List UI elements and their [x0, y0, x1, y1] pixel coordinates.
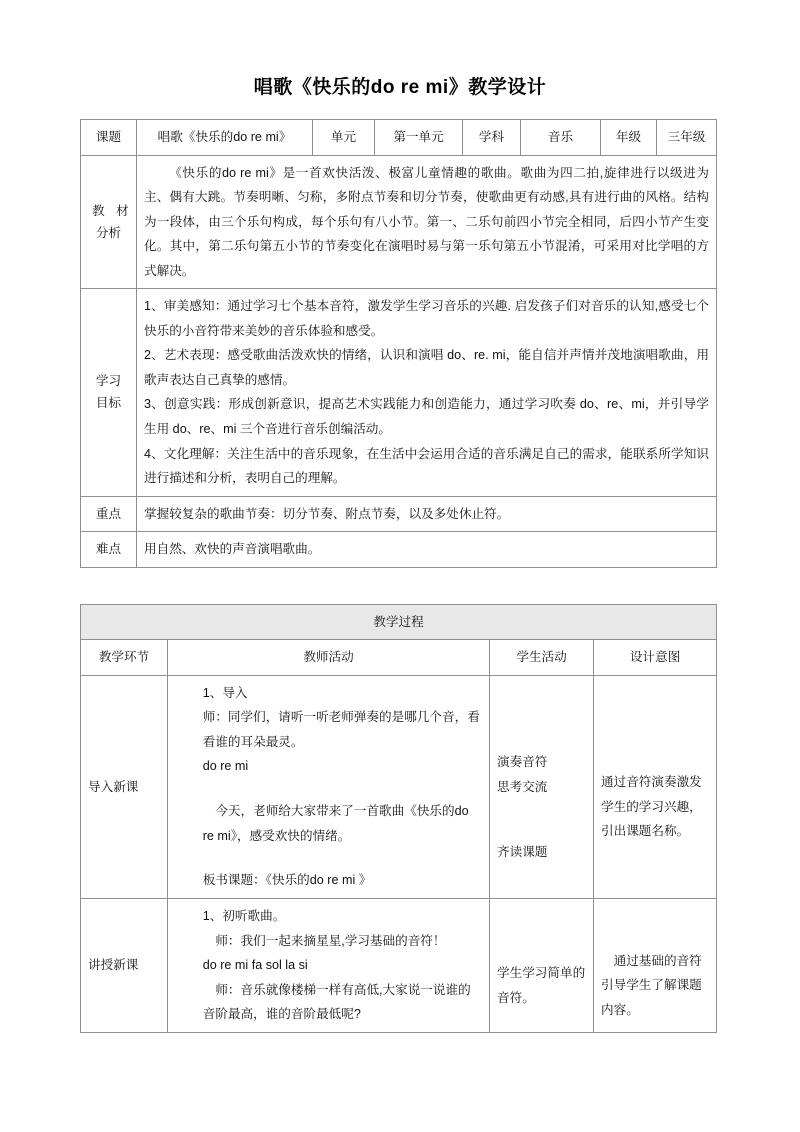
- student-line: 学生学习简单的音符。: [497, 965, 586, 1005]
- spacer-line: [601, 929, 709, 949]
- value-unit: 第一单元: [375, 120, 463, 156]
- label-material-analysis-line1: 教 材: [92, 203, 133, 218]
- value-grade: 三年级: [657, 120, 717, 156]
- page-title: 唱歌《快乐的do re mi》教学设计: [253, 77, 547, 98]
- objectives-list: [137, 289, 717, 496]
- objective-item: 3、创意实践：形成创新意识，提高艺术实践能力和创造能力，通过学习吹奏 do、re、mi，并引导学生用 do、re、mi 三个音进行音乐创编活动。: [144, 397, 709, 437]
- difficulty-text: 用自然、欢快的声音演唱歌曲。: [137, 532, 717, 568]
- intent-text: 通过音符演奏激发学生的学习兴趣，引出课题名称。: [601, 775, 702, 839]
- value-topic: 唱歌《快乐的do re mi》: [137, 120, 313, 156]
- label-subject: 学科: [463, 120, 521, 156]
- label-unit: 单元: [313, 120, 375, 156]
- column-header-student: 学生活动: [490, 640, 594, 676]
- lesson-info-table: [80, 119, 717, 568]
- spacer-line: [175, 779, 482, 799]
- label-material-analysis-line2: 分析: [95, 225, 122, 240]
- intent-text: 通过基础的音符引导学生了解课题内容。: [601, 953, 702, 1017]
- student-line: 演奏音符: [497, 755, 548, 770]
- material-analysis-text: [137, 155, 717, 289]
- table-row: [81, 289, 717, 496]
- spacer-line: [601, 730, 709, 750]
- spacer-line: [497, 921, 586, 941]
- objective-item: 4、文化理解：关注生活中的音乐现象，在生活中会运用合适的音乐满足自己的需求，能联系所学知识进行描述和分析，表明自己的理解。: [144, 446, 709, 486]
- column-header-teacher: 教师活动: [168, 640, 490, 676]
- table-row: [81, 120, 717, 156]
- teacher-line: do re mi: [202, 759, 249, 774]
- label-material-analysis: [81, 155, 137, 289]
- table-row: [81, 532, 717, 568]
- column-header-intent: 设计意图: [594, 640, 717, 676]
- design-intent: [594, 898, 717, 1032]
- teaching-process-table: [80, 604, 717, 1033]
- teacher-line: 今天，老师给大家带来了一首歌曲《快乐的do re mi》，感受欢快的情绪。: [202, 804, 469, 843]
- key-point-text: 掌握较复杂的歌曲节奏：切分节奏、附点节奏，以及多处休止符。: [137, 496, 717, 532]
- student-line: 齐读课题: [497, 844, 548, 859]
- column-header-stage: 教学环节: [81, 640, 168, 676]
- table-spacer: [80, 568, 720, 604]
- teacher-line: 师：我们一起来摘星星,学习基础的音符！: [215, 933, 446, 948]
- teacher-line: 师：同学们，请听一听老师弹奏的是哪几个音，看看谁的耳朵最灵。: [202, 710, 480, 749]
- teacher-line: 师：音乐就像楼梯一样有高低,大家说一说谁的音阶最高，谁的音阶最低呢?: [202, 982, 471, 1022]
- label-grade: 年级: [601, 120, 657, 156]
- teacher-activity: [168, 898, 490, 1032]
- objective-item: 2、艺术表现：感受歌曲活泼欢快的情绪，认识和演唱 do、re. mi，能自信并声情并茂地演唱歌曲，用歌声表达自己真挚的感情。: [144, 348, 709, 387]
- table-row: [81, 155, 717, 289]
- teacher-line: do re mi fa sol la si: [202, 958, 308, 973]
- objective-item: 1、审美感知：通过学习七个基本音符，激发学生学习音乐的兴趣. 启发孩子们对音乐的认知,感受七个快乐的小音符带来美妙的音乐体验和感受。: [144, 299, 709, 338]
- spacer-line: [497, 730, 586, 750]
- label-key-point: 重点: [81, 496, 137, 532]
- spacer-line: [601, 908, 709, 928]
- spacer-line: [497, 941, 586, 961]
- stage-name: 导入新课: [81, 675, 168, 898]
- teacher-line: 1、导入: [202, 685, 248, 700]
- label-objectives-line2: 目标: [95, 396, 122, 411]
- spacer-line: [497, 799, 586, 819]
- label-objectives: [81, 289, 137, 496]
- teacher-activity: [168, 675, 490, 898]
- process-caption: 教学过程: [81, 604, 717, 640]
- material-analysis-paragraph: 《快乐的do re mi》是一首欢快活泼、极富儿童情趣的歌曲。歌曲为四二拍,旋律进行以级进为主、偶有大跳。节奏明晰、匀称，多附点节奏和切分节奏，使歌曲更有动感,具有进行曲的风格。结构为一段体，由三个乐句构成，每个乐句有八小节。第一、二乐句前四小节完全相同，后四小节产生变化。其中，第二乐句第五小节的节奏变化在演唱时易与第一乐句第五小节混淆，可采用对比学唱的方式解决。: [144, 165, 709, 278]
- teacher-line: 板书课题：《快乐的do re mi 》: [202, 873, 372, 888]
- spacer-line: [175, 848, 482, 868]
- design-intent: [594, 675, 717, 898]
- value-subject: 音乐: [521, 120, 601, 156]
- spacer-line: [497, 819, 586, 839]
- stage-name: 讲授新课: [81, 898, 168, 1032]
- student-activity: [490, 898, 594, 1032]
- process-caption-row: [81, 604, 717, 640]
- spacer-line: [497, 710, 586, 730]
- label-topic: 课题: [81, 120, 137, 156]
- table-row: [81, 898, 717, 1032]
- student-line: 思考交流: [497, 779, 548, 794]
- table-row: [81, 675, 717, 898]
- label-difficulty: 难点: [81, 532, 137, 568]
- spacer-line: [601, 750, 709, 770]
- teacher-line: 1、初听歌曲。: [202, 908, 286, 923]
- process-header-row: [81, 640, 717, 676]
- table-row: [81, 496, 717, 532]
- label-objectives-line1: 学习: [95, 374, 122, 389]
- student-activity: [490, 675, 594, 898]
